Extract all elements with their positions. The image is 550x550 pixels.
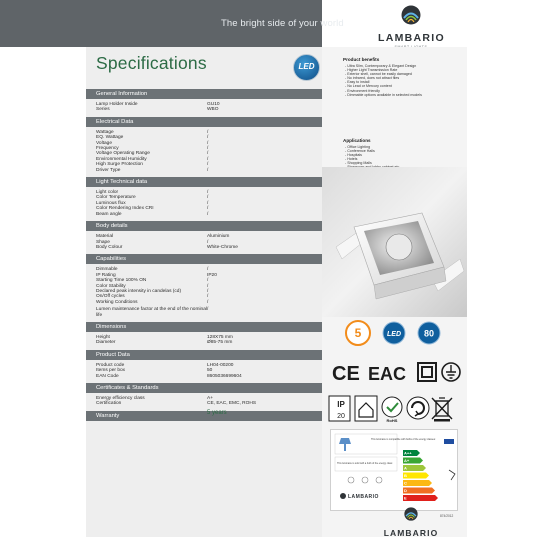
spec-value: CE, EAC, EMC, ROHS	[207, 401, 257, 407]
spec-value: /	[207, 299, 209, 305]
spec-label: Frequency	[96, 146, 119, 152]
footer-brand-name: LAMBARIO	[383, 528, 439, 538]
benefit-item: - Ultra Slim, Contemporary & Elegant Design	[345, 64, 417, 68]
energy-class-label: D	[404, 488, 407, 494]
lambario-logo-icon	[401, 5, 421, 25]
section-header: Warranty	[86, 411, 322, 421]
plug-icon	[449, 470, 455, 480]
specifications-panel	[86, 47, 322, 537]
spec-row	[96, 374, 322, 379]
spec-value: LH04-00200	[207, 362, 234, 368]
spec-value: WBO	[207, 107, 219, 113]
spec-row	[96, 212, 322, 217]
application-item: - Hospitals	[345, 153, 362, 158]
applications-title: Applications	[343, 138, 371, 143]
spec-label: Color Rendering Index CRI	[96, 206, 154, 212]
application-item: - Shopping Malls	[345, 161, 372, 166]
spec-value: /	[207, 239, 209, 245]
ground-icon	[442, 363, 460, 381]
spec-value: GU10	[207, 102, 220, 107]
spec-value: /	[207, 146, 209, 152]
product-photo	[322, 167, 467, 317]
energy-class-label: E	[404, 495, 407, 501]
spec-label: Environmental Humidity	[96, 156, 147, 162]
ce-mark-icon: CE	[332, 363, 360, 385]
spec-label: High Surge Protection	[96, 162, 143, 168]
spec-value: /	[207, 156, 209, 162]
spec-value: /	[207, 129, 209, 135]
benefit-item: - No Lead or Mercury content	[345, 84, 392, 89]
eu-flag-icon	[444, 439, 454, 444]
spec-label: Shape	[96, 239, 110, 245]
spec-label: Starting Time 100% ON	[96, 278, 147, 284]
spec-label: EQ. Wattage	[96, 135, 124, 141]
warranty-badge-icon	[346, 321, 370, 345]
spec-label: Lamp Holder Inside	[96, 102, 138, 107]
svg-text:IP: IP	[337, 400, 345, 409]
benefit-item: - No infrared, does not attract flies	[345, 76, 400, 81]
spec-label: Energy efficiency class	[96, 396, 145, 401]
spec-label: Color Stability	[96, 283, 126, 289]
spec-label: Height	[96, 334, 110, 340]
benefit-item: - Higher Light Transmission Rate	[345, 68, 398, 73]
section-body	[86, 411, 322, 416]
section-header: Product Data	[86, 350, 322, 360]
eac-mark-icon: EAC	[368, 364, 407, 384]
compliance-icons	[328, 395, 462, 423]
spec-value: /	[207, 140, 209, 146]
brand-logo	[378, 5, 444, 49]
section-body	[86, 187, 322, 221]
label-brand	[340, 493, 379, 500]
spec-label: Diameter	[96, 340, 116, 346]
energy-class-label: C	[404, 480, 407, 486]
section-body	[86, 127, 322, 177]
spec-row	[96, 300, 322, 305]
energy-class-bars	[403, 450, 438, 501]
spec-label: EAN Code	[96, 373, 119, 379]
energy-class-label: A++	[404, 450, 412, 456]
spec-value: /	[207, 135, 209, 141]
spec-value: /	[207, 288, 209, 294]
section-body	[86, 393, 322, 411]
energy-class-bar	[403, 495, 438, 501]
spec-label: Voltage Operating Range	[96, 151, 150, 157]
spec-value: /	[207, 200, 209, 206]
benefit-item: - Exterior shell, cannot be easily damaged	[345, 72, 412, 77]
spec-label: Items per box	[96, 368, 126, 374]
tagline: The bright side of your world	[221, 18, 344, 29]
rohs-icon	[382, 397, 402, 423]
spec-value: 50	[207, 368, 213, 374]
svg-text:RoHS: RoHS	[386, 418, 398, 423]
spec-label: Certification	[96, 401, 122, 407]
section-body	[86, 99, 322, 117]
svg-text:80: 80	[423, 328, 435, 339]
spec-value: /	[207, 190, 209, 196]
svg-text:5: 5	[354, 326, 362, 340]
section-body	[86, 360, 322, 383]
energy-class-bar	[403, 473, 429, 479]
spec-label: Series	[96, 107, 110, 113]
brand-name: LAMBARIO	[378, 32, 445, 44]
spec-value: IP20	[207, 272, 217, 278]
section-header: Dimensions	[86, 322, 322, 332]
left-margin	[0, 47, 86, 537]
product-benefits-list	[345, 64, 455, 97]
spec-row	[96, 411, 322, 416]
spec-value: /	[207, 151, 209, 157]
spec-value: White-Chrome	[207, 244, 238, 250]
spec-label: Luminous flux	[96, 200, 126, 206]
bulb-icons	[348, 477, 382, 483]
spec-row	[96, 307, 322, 318]
spec-label: Color Temperature	[96, 195, 136, 201]
spec-value: /	[207, 267, 209, 273]
svg-text:This luminaire is compatible w: This luminaire is compatible with bulbs of the energy classes:	[371, 438, 436, 441]
energy-label	[330, 429, 458, 511]
application-item: - Conference Halls	[345, 149, 375, 154]
section-body	[86, 332, 322, 350]
spec-row	[96, 340, 322, 345]
spec-label: IP Rating	[96, 272, 116, 278]
page-bottom	[0, 537, 550, 550]
spec-row	[96, 245, 322, 250]
section-header: Light Technical data	[86, 177, 322, 187]
recycle-icon	[407, 397, 429, 419]
section-header: Body details	[86, 221, 322, 231]
spec-row	[96, 107, 322, 112]
section-header: Capabilities	[86, 254, 322, 264]
spec-value: /	[207, 294, 209, 300]
certification-marks	[332, 359, 462, 387]
benefit-item: - Environment friendly	[345, 88, 380, 93]
spec-label: Light color	[96, 190, 119, 196]
spec-label: Wattage	[96, 129, 114, 135]
spec-value: /	[207, 167, 209, 173]
cri-80-icon	[418, 322, 440, 344]
spec-label: Driver Type	[96, 167, 121, 173]
led-badge-icon: LED	[293, 54, 320, 81]
spec-value: Ø85-75 mm	[207, 340, 233, 346]
spec-label: Body Colour	[96, 244, 123, 250]
weee-bin-icon	[432, 398, 452, 422]
spec-label: Declared peak intensity in candelas (cd)	[96, 288, 182, 294]
benefit-item: - Easy to install	[345, 80, 370, 85]
spec-value: 8605036699604	[207, 373, 242, 379]
spec-value: /	[207, 195, 209, 201]
energy-label-graphic	[331, 430, 459, 512]
spec-value: Aluminium	[207, 234, 230, 240]
spec-value: /	[207, 211, 209, 217]
spec-row	[96, 168, 322, 173]
spec-row	[96, 401, 322, 406]
spec-value: A+	[207, 396, 214, 401]
section-body	[86, 264, 322, 322]
spec-value: /	[207, 278, 209, 284]
spec-label: Product code	[96, 362, 125, 368]
warranty-value: 5 years	[207, 409, 227, 416]
energy-label-code: 874/2012	[440, 514, 454, 518]
spec-label: Voltage	[96, 140, 113, 146]
ip20-icon	[329, 396, 350, 421]
spec-spacer	[96, 411, 207, 416]
indoor-use-icon	[355, 396, 377, 421]
energy-class-bar	[403, 480, 432, 486]
svg-text:20: 20	[337, 413, 345, 420]
spec-label: On/Off cycles	[96, 294, 125, 300]
header-band	[0, 0, 344, 47]
energy-class-bar	[403, 488, 435, 494]
energy-class-label: B	[404, 473, 407, 479]
svg-text:This luminaire is sold with a: This luminaire is sold with a bulb of the energy class:	[337, 462, 393, 465]
spec-value: /	[207, 162, 209, 168]
energy-class-label: A+	[404, 458, 410, 464]
product-benefits-title: Product benefits	[343, 57, 380, 62]
spec-sections	[86, 89, 322, 419]
footer-logo	[378, 507, 444, 538]
feature-badges	[345, 320, 445, 346]
spec-value: /	[207, 307, 209, 313]
spec-label: Lumen maintenance factor at the end of the nominal life	[96, 307, 207, 318]
spec-label: Working Conditions	[96, 299, 138, 305]
spec-label: Dimmable	[96, 267, 118, 273]
application-item: - Office Lighting	[345, 145, 371, 149]
class-ii-icon	[418, 363, 436, 381]
section-body	[86, 231, 322, 254]
right-margin	[467, 47, 550, 537]
spec-value: /	[207, 206, 209, 212]
section-header: General Information	[86, 89, 322, 99]
page-title: Specifications	[96, 53, 207, 73]
benefit-item: - Dimmable options available in selected models	[345, 92, 422, 97]
info-panel	[322, 47, 467, 537]
section-header: Certificates & Standards	[86, 383, 322, 393]
spec-label: Beam angle	[96, 211, 122, 217]
led-icon	[383, 322, 405, 344]
page-header	[0, 0, 550, 47]
svg-text:LAMBARIO: LAMBARIO	[348, 494, 379, 500]
application-item: - Hotels	[345, 157, 358, 162]
spec-label: Material	[96, 234, 114, 240]
spec-value: 128X75 mm	[207, 334, 233, 340]
section-header: Electrical Data	[86, 117, 322, 127]
energy-class-label: A	[404, 465, 407, 471]
svg-text:LED: LED	[387, 331, 401, 338]
lambario-logo-icon	[404, 507, 418, 521]
spec-value: /	[207, 283, 209, 289]
